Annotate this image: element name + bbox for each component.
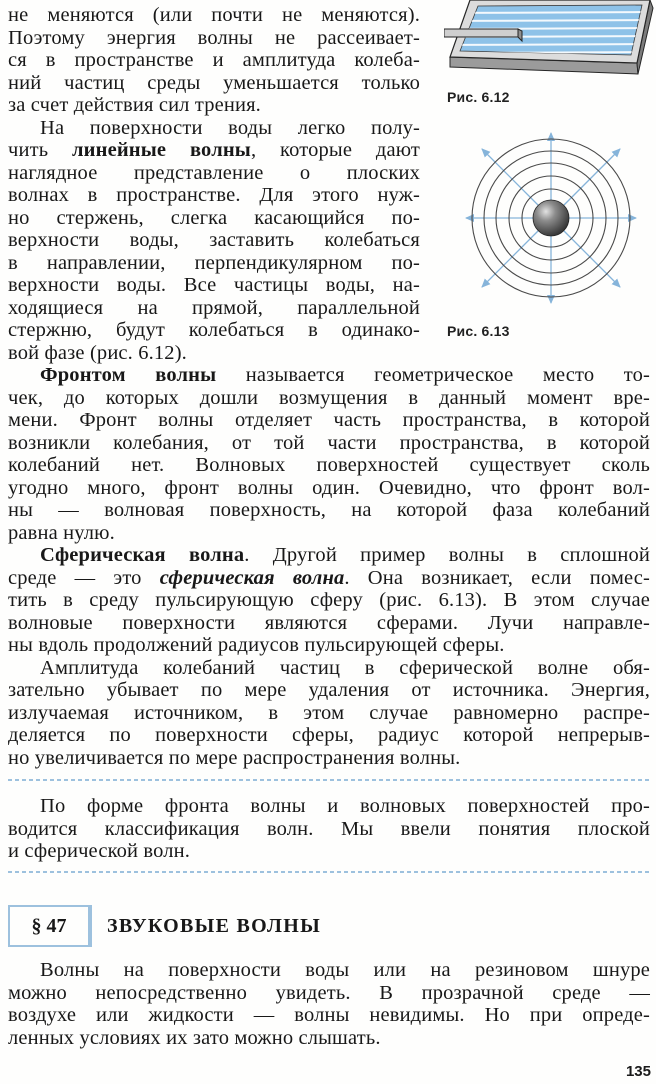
dotted-separator — [8, 779, 650, 781]
figure-caption-6-12: Рис. 6.12 — [447, 89, 510, 105]
text-segment: . Другой пример волны в сплошной — [244, 544, 650, 566]
text-line: возникли колебания, от той части пространства, в которой — [8, 431, 650, 454]
text-line: воздухе или жидкости — волны невидимы. Но при опреде- — [8, 1004, 650, 1026]
term-wave-front: Фронтом волны — [40, 364, 217, 386]
term-spherical-wave: сферическая волна — [159, 566, 345, 589]
text-line: но увеличивается по мере распространения волны. — [8, 746, 461, 769]
text-line: за счет действия сил трения. — [8, 94, 261, 116]
text-segment: , которые дают — [250, 139, 421, 161]
text-line: верхности воды, заставить колебаться — [8, 229, 420, 251]
text-line: Волны на поверхности воды или на резиновом шнуре — [40, 959, 650, 981]
text-line: ны — волновая поверхность, на которой фаза колебаний — [8, 499, 650, 521]
text-line: в направлении, перпендикулярном по- — [8, 251, 420, 274]
summary-box — [8, 795, 650, 863]
figure-caption-6-13: Рис. 6.13 — [447, 323, 510, 339]
text-line: ленных условиях их зато можно слышать. — [8, 1026, 381, 1049]
page-number: 135 — [625, 1063, 651, 1080]
paragraph-wave-front — [8, 364, 650, 544]
text-line: ний частиц среды уменьшается только — [8, 71, 420, 94]
text-line: колебаний нет. Волновых поверхностей существует сколь — [8, 454, 650, 476]
text-line: Поэтому энергия волны не рассеивает- — [8, 26, 420, 49]
text-line: равна нулю. — [8, 521, 115, 544]
text-line: тить в среду пульсирующую сферу (рис. 6.13). В этом случае — [8, 589, 650, 611]
text-line: деляется по поверхности сферы, радиус которой непрерыв- — [8, 724, 650, 746]
text-line: чек, до которых дошли возмущения в данный момент вре- — [8, 386, 650, 409]
section-paragraph — [8, 959, 650, 1049]
text-line: можно непосредственно увидеть. В прозрачной среде — — [8, 981, 650, 1004]
text-line: вой фазе (рис. 6.12). — [8, 341, 187, 364]
section-number: § 47 — [8, 905, 92, 947]
text-segment: называется геометрическое место то- — [216, 364, 651, 386]
paragraph-spherical-wave — [8, 544, 650, 657]
text-line: мени. Фронт волны отделяет часть пространства, в которой — [8, 409, 650, 431]
text-line: угодно много, фронт волны один. Очевидно, что фронт вол- — [8, 476, 650, 499]
paragraph-linear-waves — [8, 117, 420, 365]
text-line: наглядное представление о плоских — [8, 161, 420, 184]
text-line — [8, 567, 650, 590]
text-line: не меняются (или почти не меняются). — [8, 4, 420, 26]
text-segment: . Она возникает, если помес- — [344, 566, 650, 589]
text-line: ходящиеся на прямой, параллельной — [8, 296, 420, 319]
text-line: водится классификация волн. Мы ввели понятия плоской — [8, 817, 650, 840]
text-line: зательно убывает по мере удаления от источника. Энергия, — [8, 679, 650, 701]
text-line: На поверхности воды легко полу- — [40, 116, 420, 139]
text-line: По форме фронта волны и волновых поверхностей про- — [40, 795, 650, 817]
text-line: Амплитуда колебаний частиц в сферической волне обя- — [40, 656, 650, 679]
text-line — [8, 544, 650, 567]
text-line: верхности воды. Все частицы воды, на- — [8, 274, 420, 296]
text-line: волнах в пространстве. Для этого нуж- — [8, 184, 420, 206]
section-title: ЗВУКОВЫЕ ВОЛНЫ — [107, 915, 322, 937]
text-line: и сферической волн. — [8, 840, 191, 862]
text-segment: среде — это — [8, 566, 160, 589]
text-line: стержню, будут колебаться в одинако- — [8, 319, 420, 341]
text-line: излучаемая источником, в этом случае равномерно распре- — [8, 701, 650, 724]
text-line: волновые поверхности являются сферами. Лучи направле- — [8, 611, 650, 634]
paragraph-energy-continuation — [8, 4, 420, 117]
term-spherical-wave-heading: Сферическая волна — [40, 544, 245, 566]
dotted-separator — [8, 871, 650, 873]
text-line: ны вдоль продолжений радиусов пульсирующей сферы. — [8, 634, 505, 656]
text-line — [8, 364, 650, 387]
text-line: но стержень, слегка касающийся по- — [8, 206, 420, 229]
term-linear-waves: линейные волны — [72, 139, 251, 161]
text-line: ся в пространстве и амплитуда колеба- — [8, 49, 420, 71]
body-text — [8, 4, 650, 769]
text-segment: чить — [8, 139, 73, 161]
paragraph-amplitude — [8, 657, 650, 770]
text-line — [8, 139, 420, 162]
